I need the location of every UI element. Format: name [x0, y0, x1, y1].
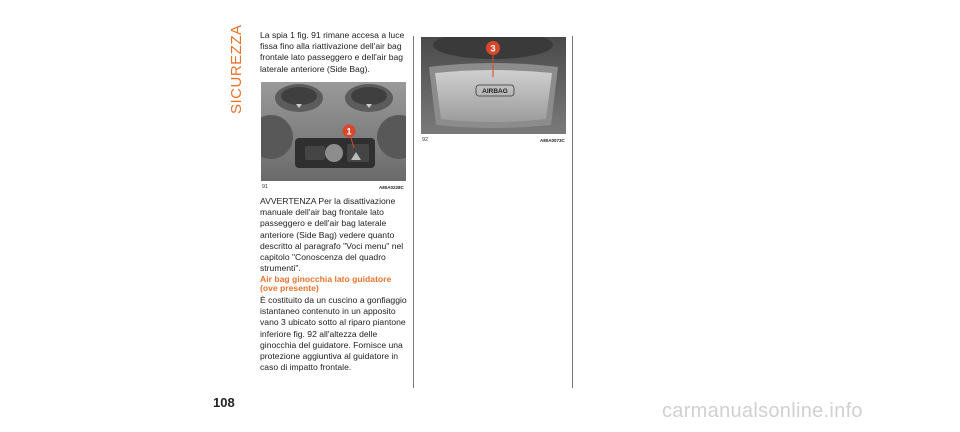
- figure-91-code: A80A0228C: [379, 185, 404, 190]
- figure-91-number: 91: [262, 184, 269, 190]
- figure-91-image: [261, 82, 406, 181]
- figure-92-code: A80A0073C: [540, 138, 565, 143]
- warning-text: AVVERTENZA Per la disattivazione manuale dell'air bag frontale lato passeggero e dell'air bag laterale anteriore (Side Bag) vedere quanto descritto al paragrafo "Voci menu" nel capitolo "Conoscenza del quadro strumenti".: [260, 196, 404, 274]
- figure-92-airbag-label: AIRBAG: [482, 88, 508, 95]
- figure-92-illustration: [421, 37, 566, 134]
- knee-airbag-heading: Air bag ginocchia lato guidatore (ove presente): [260, 274, 392, 293]
- page-number: 108: [213, 395, 235, 410]
- figure-92-number: 92: [422, 137, 429, 143]
- knee-airbag-body: È costituito da un cuscino a gonfiaggio istantaneo contenuto in un apposito vano 3 ubicato sotto al riparo piantone inferiore fig. 92 all'altezza delle ginocchia del guidatore. Fornisce una protezione aggiuntiva al guidatore in caso di impatto frontale.: [260, 295, 407, 373]
- watermark: carmanualsonline.info: [662, 400, 863, 422]
- paragraph-1-text: La spia 1 fig. 91 rimane accesa a luce fissa fino alla riattivazione dell'air bag frontale lato passeggero e dell'air bag laterale anteriore (Side Bag).: [260, 30, 405, 74]
- section-title: [228, 24, 248, 114]
- section-title-text: SICUREZZA: [228, 24, 245, 114]
- figure-92-callout-number: 3: [490, 43, 496, 55]
- figure-92-image: [421, 37, 566, 134]
- figure-91-illustration: [261, 82, 406, 181]
- paragraph-1: [260, 30, 410, 75]
- figure-91-callout-number: 1: [346, 126, 352, 137]
- column-rule-right: [572, 36, 573, 388]
- column-rule-left: [413, 36, 414, 388]
